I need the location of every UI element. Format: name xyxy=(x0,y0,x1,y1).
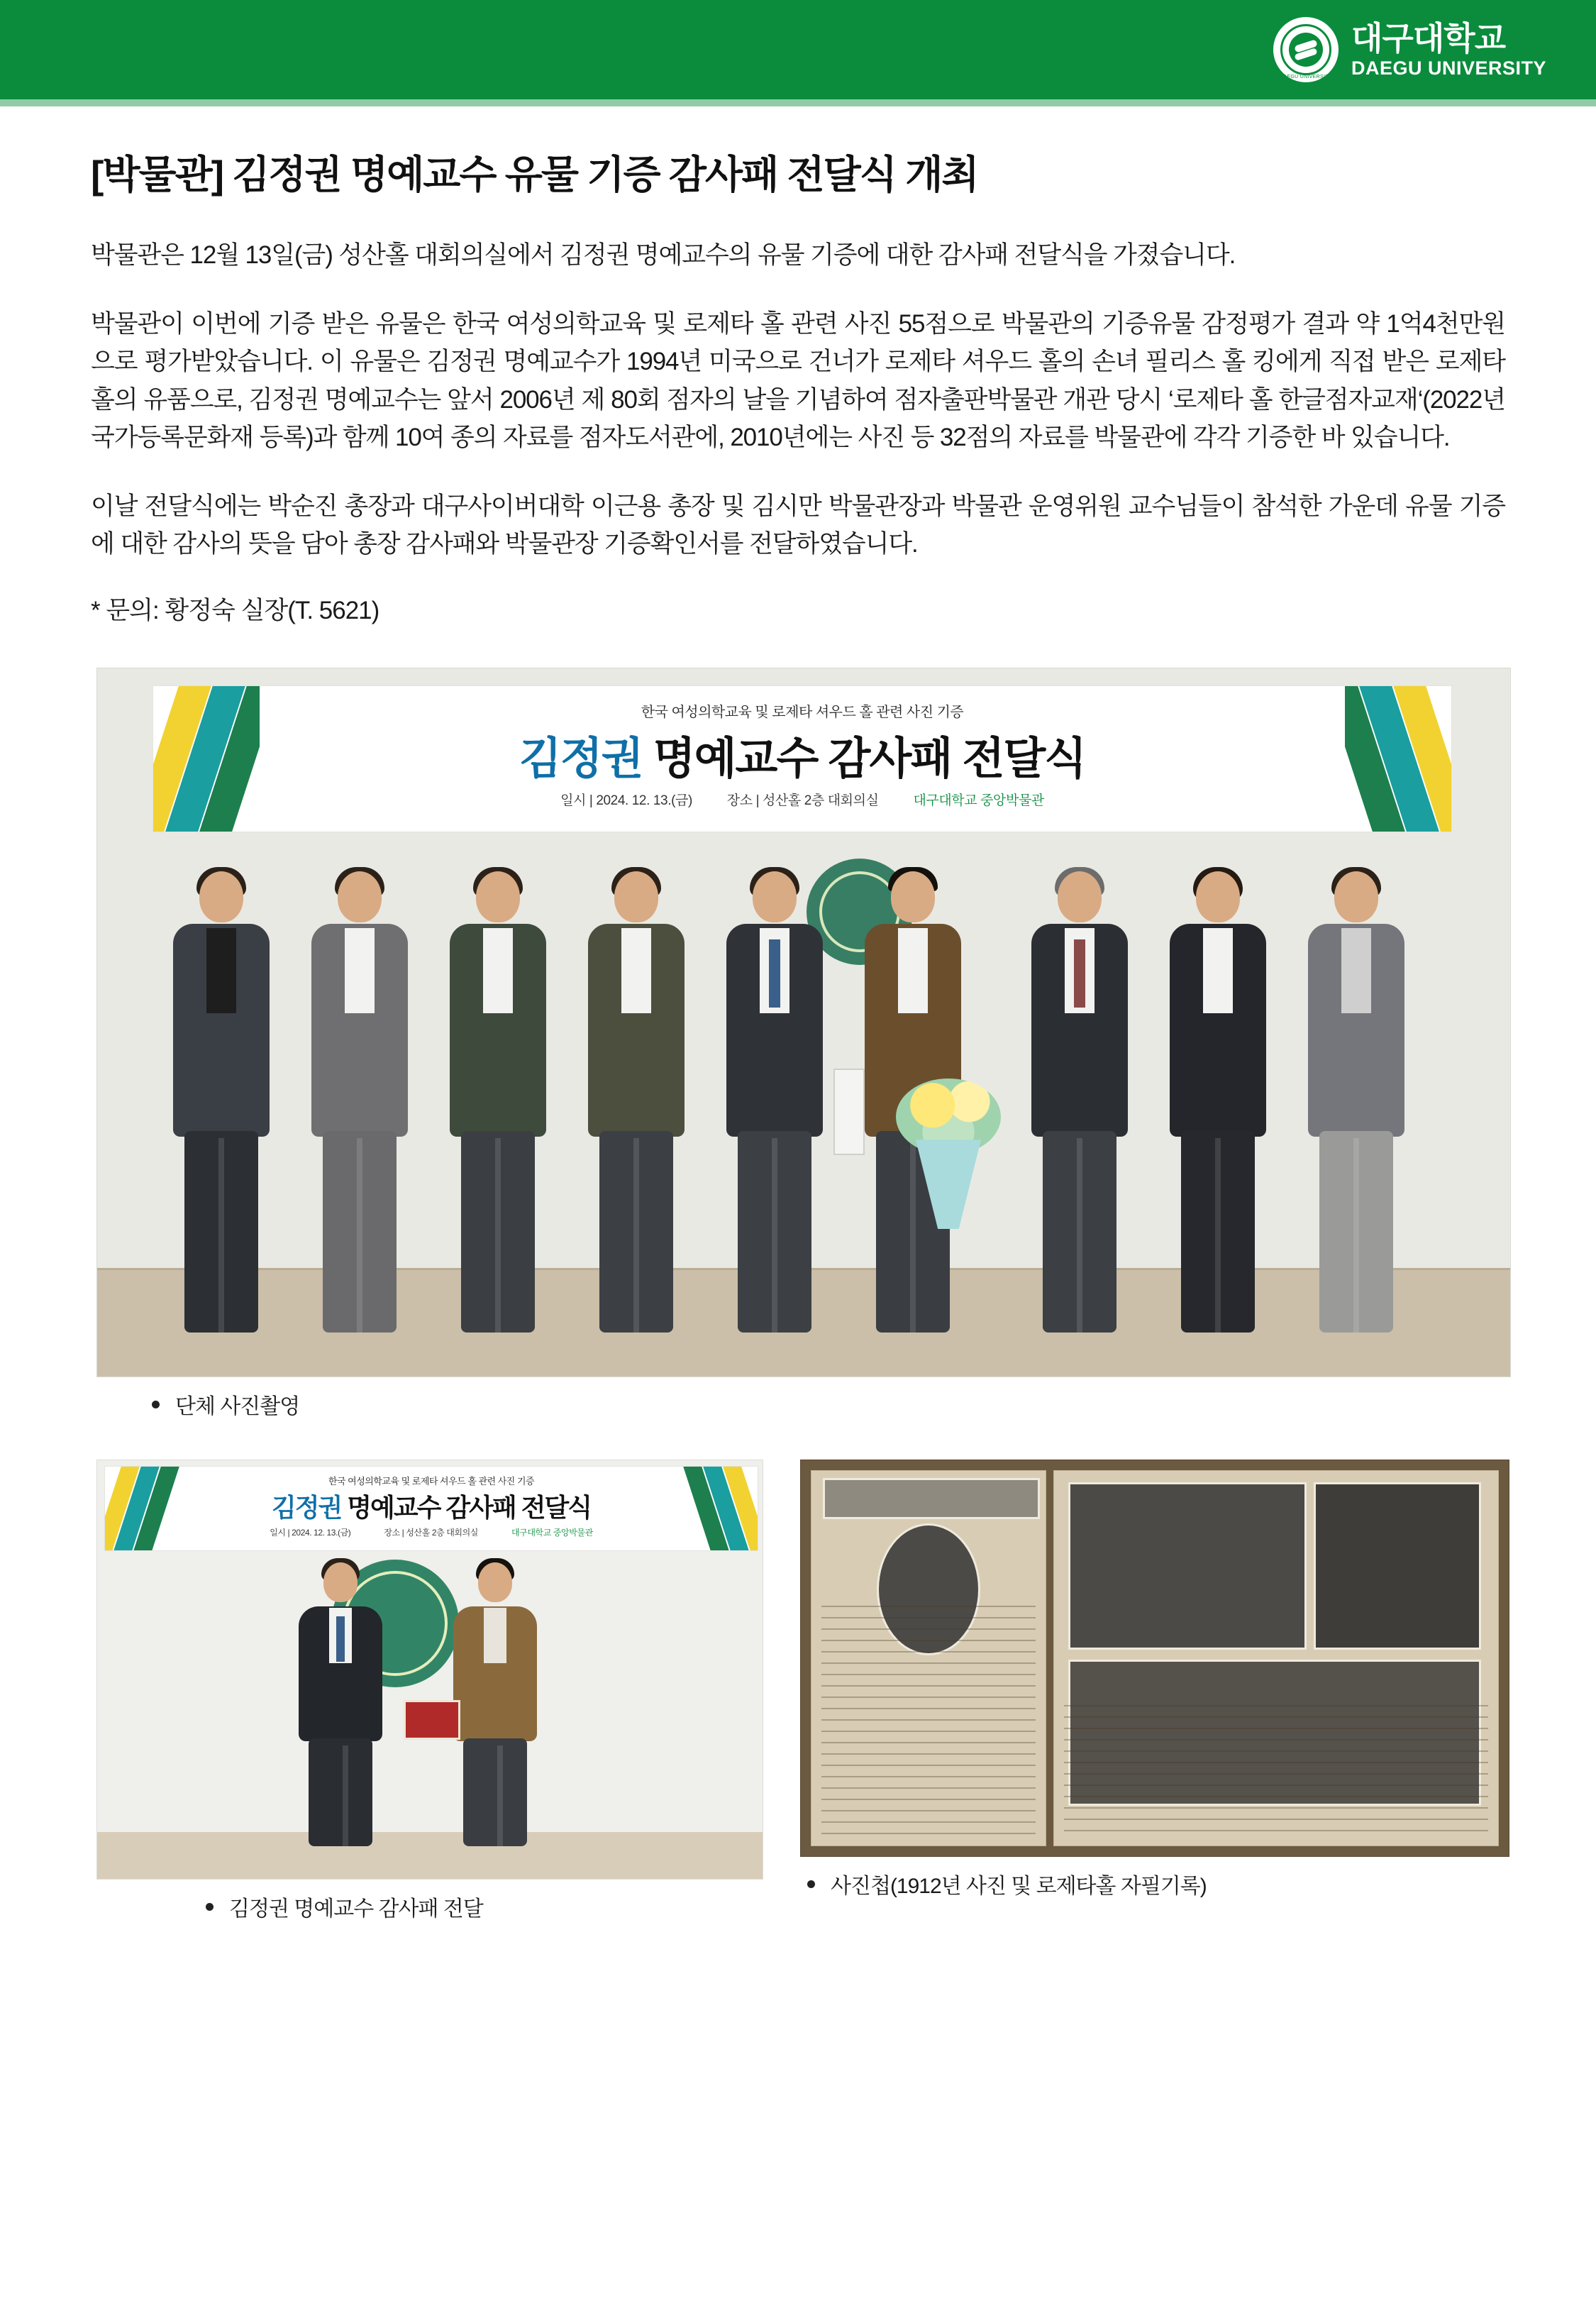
banner-organizer: 대구대학교 중앙박물관 xyxy=(511,1528,593,1538)
bouquet-object xyxy=(892,1078,1005,1228)
banner-title-rest: 명예교수 감사패 전달식 xyxy=(347,1493,592,1523)
album-photo-column xyxy=(800,1460,1509,1922)
logo-text-block xyxy=(1351,21,1546,79)
attendee xyxy=(445,871,551,1333)
bullet-icon xyxy=(152,1401,160,1408)
banner-subtitle: 한국 여성의학교육 및 로제타 셔우드 홀 관련 사진 기증 xyxy=(328,1476,535,1487)
attendee xyxy=(721,871,828,1333)
bottom-figure-row xyxy=(96,1460,1505,1922)
banner-title xyxy=(105,1488,758,1524)
page-title: [박물관] 김정권 명예교수 유물 기증 감사패 전달식 개최 xyxy=(91,153,978,197)
attendee xyxy=(1165,871,1271,1333)
banner-title-rest: 명예교수 감사패 전달식 xyxy=(653,734,1086,784)
award-plaque-object xyxy=(404,1700,460,1740)
logo-english-name: DAEGU UNIVERSITY xyxy=(1351,57,1546,79)
banner-meta xyxy=(105,1526,758,1538)
banner-date: 일시 | 2024. 12. 13.(금) xyxy=(560,793,692,809)
attendee xyxy=(306,871,413,1333)
site-header xyxy=(0,0,1596,99)
attendee xyxy=(168,871,275,1333)
group-photo-figure xyxy=(96,668,1511,1377)
bullet-icon xyxy=(206,1903,214,1911)
group-photo-caption xyxy=(152,1389,1505,1420)
attendee xyxy=(583,871,689,1333)
banner-title xyxy=(153,723,1451,786)
album-group-photo xyxy=(1068,1482,1307,1650)
article-paragraph-1: 박물관은 12월 13일(금) 성산홀 대회의실에서 김정권 명예교수의 유물 기증에 대한 감사패 전달식을 가졌습니다. xyxy=(91,241,1236,269)
caption-text: 사진첩(1912년 사진 및 로제타홀 자필기록) xyxy=(831,1875,1207,1899)
attendee xyxy=(1026,871,1133,1333)
album-page-right xyxy=(1053,1470,1499,1846)
handwriting-lines xyxy=(821,1606,1036,1836)
album-photo-caption xyxy=(807,1868,1509,1899)
banner-meta xyxy=(153,790,1451,809)
award-photo-caption xyxy=(206,1891,800,1922)
album-standing-photo xyxy=(1314,1482,1481,1650)
photo-album-figure xyxy=(800,1460,1509,1857)
award-photo-figure xyxy=(96,1460,763,1880)
banner-title-name: 김정권 xyxy=(271,1493,342,1523)
article-paragraph-2: 박물관이 이번에 기증 받은 유물은 한국 여성의학교육 및 로제타 홀 관련 사진 55점으로 박물관의 기증유물 감정평가 결과 약 1억4천만원으로 평가받았습니다. 이 유물은 김정권 명예교수가 1994년 미국으로 건너가 로제타 셔우드 홀의 손녀 필리스 홀 킹에게 직접 받은 로제타 홀의 유품으로, 김정권 명예교수는 앞서 2006년 제 80회 점자의 날을 기념하여 점자출판박물관 개관 당시 ‘로제타 홀 한글점자교재‘(2022년 국가등록문화재 등록)과 함께 10여 종의 자료를 점자도서관에, 2010년에는 사진 등 32점의 자료를 박물관에 각각 기증한 바 있습니다. xyxy=(91,310,1505,451)
album-photo-caption-wrap xyxy=(800,1868,1509,1899)
banner-place: 장소 | 성산홀 2층 대회의실 xyxy=(384,1528,478,1538)
event-banner-small xyxy=(104,1466,758,1551)
seal-text: DAEGU UNIVERSITY xyxy=(1280,75,1332,79)
contact-line: * 문의: 황정숙 실장(T. 5621) xyxy=(91,597,379,625)
award-photo-caption-wrap xyxy=(96,1891,800,1922)
banner-title-name: 김정권 xyxy=(519,734,643,784)
seal-core xyxy=(1289,33,1323,67)
caption-text: 김정권 명예교수 감사패 전달 xyxy=(229,1897,483,1921)
banner-place: 장소 | 성산홀 2층 대회의실 xyxy=(726,793,879,809)
article-content xyxy=(0,99,1596,1922)
university-logo xyxy=(1273,17,1546,82)
event-banner xyxy=(153,685,1452,832)
stage-floor xyxy=(97,1832,763,1879)
logo-korean-name: 대구대학교 xyxy=(1351,19,1506,57)
group-of-attendees xyxy=(140,850,1468,1333)
caption-text: 단체 사진촬영 xyxy=(175,1395,300,1419)
award-photo-column xyxy=(96,1460,763,1922)
banner-organizer: 대구대학교 중앙박물관 xyxy=(913,793,1044,809)
university-seal-icon xyxy=(1273,17,1339,82)
handwriting-lines xyxy=(1064,1705,1488,1836)
attendee xyxy=(1303,871,1409,1333)
banner-date: 일시 | 2024. 12. 13.(금) xyxy=(270,1528,351,1538)
album-page-left xyxy=(811,1470,1046,1846)
plaque-object xyxy=(833,1069,865,1155)
album-header-photo xyxy=(823,1478,1040,1519)
banner-subtitle: 한국 여성의학교육 및 로제타 셔우드 홀 관련 사진 기증 xyxy=(641,705,964,721)
article-paragraph-3: 이날 전달식에는 박순진 총장과 대구사이버대학 이근용 총장 및 김시만 박물관장과 박물관 운영위원 교수님들이 참석한 가운데 유물 기증에 대한 감사의 뜻을 담아 총장 감사패와 박물관장 기증확인서를 전달하였습니다. xyxy=(91,492,1505,558)
bullet-icon xyxy=(807,1880,815,1888)
presenter xyxy=(287,1562,394,1846)
